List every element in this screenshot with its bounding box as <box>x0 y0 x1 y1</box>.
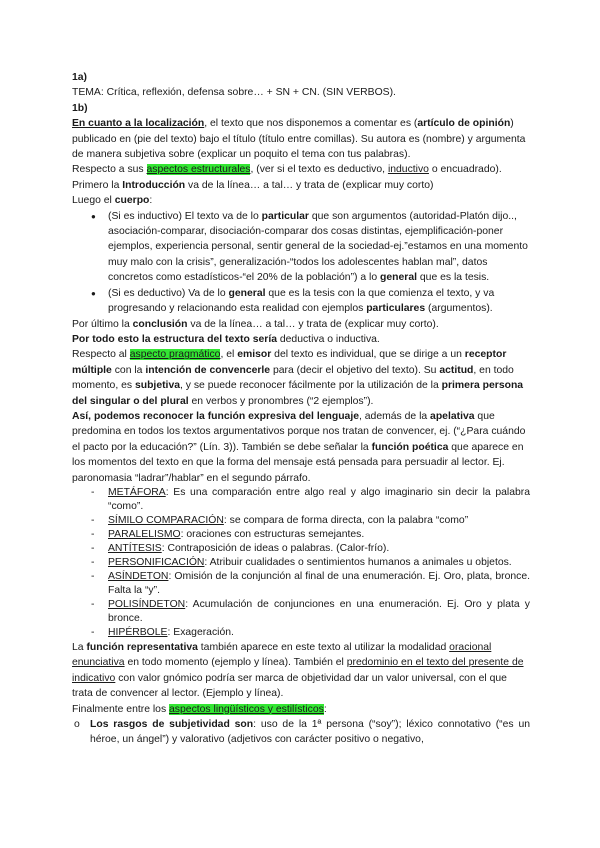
list-item: ● (Si es deductivo) Va de lo general que es la tesis con la que comienza el texto, y va progresando y relacionando esta realidad con ejemplos particulares (argumentos). <box>108 286 530 317</box>
list-item: - ASÍNDETON: Omisión de la conjunción al final de una enumeración. Ej. Oro, plata, bronce. Falta la “y”. <box>108 570 530 598</box>
section-heading-1a: 1a) <box>72 72 88 83</box>
highlight-aspectos-linguisticos: aspectos lingüísticos y estilísticos <box>169 703 324 715</box>
cuerpo-list <box>72 209 530 317</box>
section-heading-1b: 1b) <box>72 102 88 114</box>
paragraph-localizacion: En cuanto a la localización, el texto que nos disponemos a comentar es (artículo de opinión) publicado en (pie del texto) bajo el título (título entre comillas). Su autora es (nombre) y argumenta de manera subjetiva sobre (explicar un poquito el tema con tus palabras). <box>72 118 526 161</box>
list-item: - POLISÍNDETON: Acumulación de conjunciones en una enumeración. Ej. Oro y plata y bronce. <box>108 598 530 626</box>
tema-line: TEMA: Crítica, reflexión, defensa sobre… + SN + CN. (SIN VERBOS). <box>72 87 396 99</box>
figures-list <box>72 486 530 640</box>
paragraph-cuerpo: Luego el cuerpo: <box>72 195 153 207</box>
paragraph-estructura: Respecto a sus aspectos estructurales, (ver si el texto es deductivo, inductivo o encuadrado). <box>72 164 502 176</box>
paragraph-representativa: La función representativa también aparece en este texto al utilizar la modalidad oracional enunciativa en todo momento (ejemplo y línea). También el predominio en el texto del presente de indicativo con valor gnómico podría ser marca de objetividad dar un valor universal, con el que trata de convencer al lector. (Ejemplo y línea). <box>72 641 524 700</box>
list-item: ● (Si es inductivo) El texto va de lo particular que son argumentos (autoridad-Platón dijo.., asociación-comparar, disociación-comparar dos cosas distintas, ejemplificación-poner ejemplos, experiencia personal, sentir general de la sociedad-ej.”estamos en una momento muy malo con la crisis”, generalización-“todos los adolescentes hablan mal”, datos concretos como estadísticos-“el 20% de la población”) a lo general que es la tesis. <box>108 209 530 286</box>
list-item: - METÁFORA: Es una comparación entre algo real y algo imaginario sin decir la palabra “como”. <box>108 486 530 514</box>
paragraph-estructura-final: Por todo esto la estructura del texto sería deductiva o inductiva. <box>72 333 380 345</box>
list-item: - SÍMILO COMPARACIÓN: se compara de forma directa, con la palabra “como” <box>108 514 530 528</box>
highlight-aspecto-pragmatico: aspecto pragmático <box>129 349 221 361</box>
list-item: o Los rasgos de subjetividad son: uso de la 1ª persona (“soy”); léxico connotativo (“es un héroe, un ángel”) y valorativo (adjetivos con carácter positivo o negativo, <box>90 717 530 748</box>
paragraph-pragmatico: Respecto al aspecto pragmático, el emisor del texto es individual, que se dirige a un receptor múltiple con la intención de convencerle para (decir el objetivo del texto). Su actitud, en todo momento, es subjetiva, y se puede reconocer fácilmente por la utilización de la primera persona del singular o del plural en verbos y pronombres (“2 ejemplos”). <box>72 349 524 407</box>
paragraph-introduccion: Primero la Introducción va de la línea… a tal… y trata de (explicar muy corto) <box>72 179 434 191</box>
list-item: - PERSONIFICACIÓN: Atribuir cualidades o sentimientos humanos a animales u objetos. <box>108 556 530 570</box>
paragraph-linguisticos: Finalmente entre los aspectos lingüísticos y estilísticos: <box>72 703 327 715</box>
document-page <box>72 70 530 748</box>
list-item: - PARALELISMO: oraciones con estructuras semejantes. <box>108 528 530 542</box>
list-item: - HIPÉRBOLE: Exageración. <box>108 626 530 640</box>
paragraph-conclusion: Por último la conclusión va de la línea… a tal… y trata de (explicar muy corto). <box>72 318 439 330</box>
highlight-aspectos-estructurales: aspectos estructurales <box>146 164 251 176</box>
list-item: - ANTÍTESIS: Contraposición de ideas o palabras. (Calor-frío). <box>108 542 530 556</box>
paragraph-funciones: Así, podemos reconocer la función expresiva del lenguaje, además de la apelativa que predomina en todos los textos argumentativos porque nos tratan de convencer, ej. (“¿Para cuándo el pacto por la educación?” (Lín. 3)). También se debe señalar la función poética que aparece en los momentos del texto en que la forma del mensaje está pensada para persuadir al lector. Ej. paronomasia “ladrar”/hablar” en el segundo párrafo. <box>72 410 526 484</box>
linguistic-list <box>72 717 530 748</box>
